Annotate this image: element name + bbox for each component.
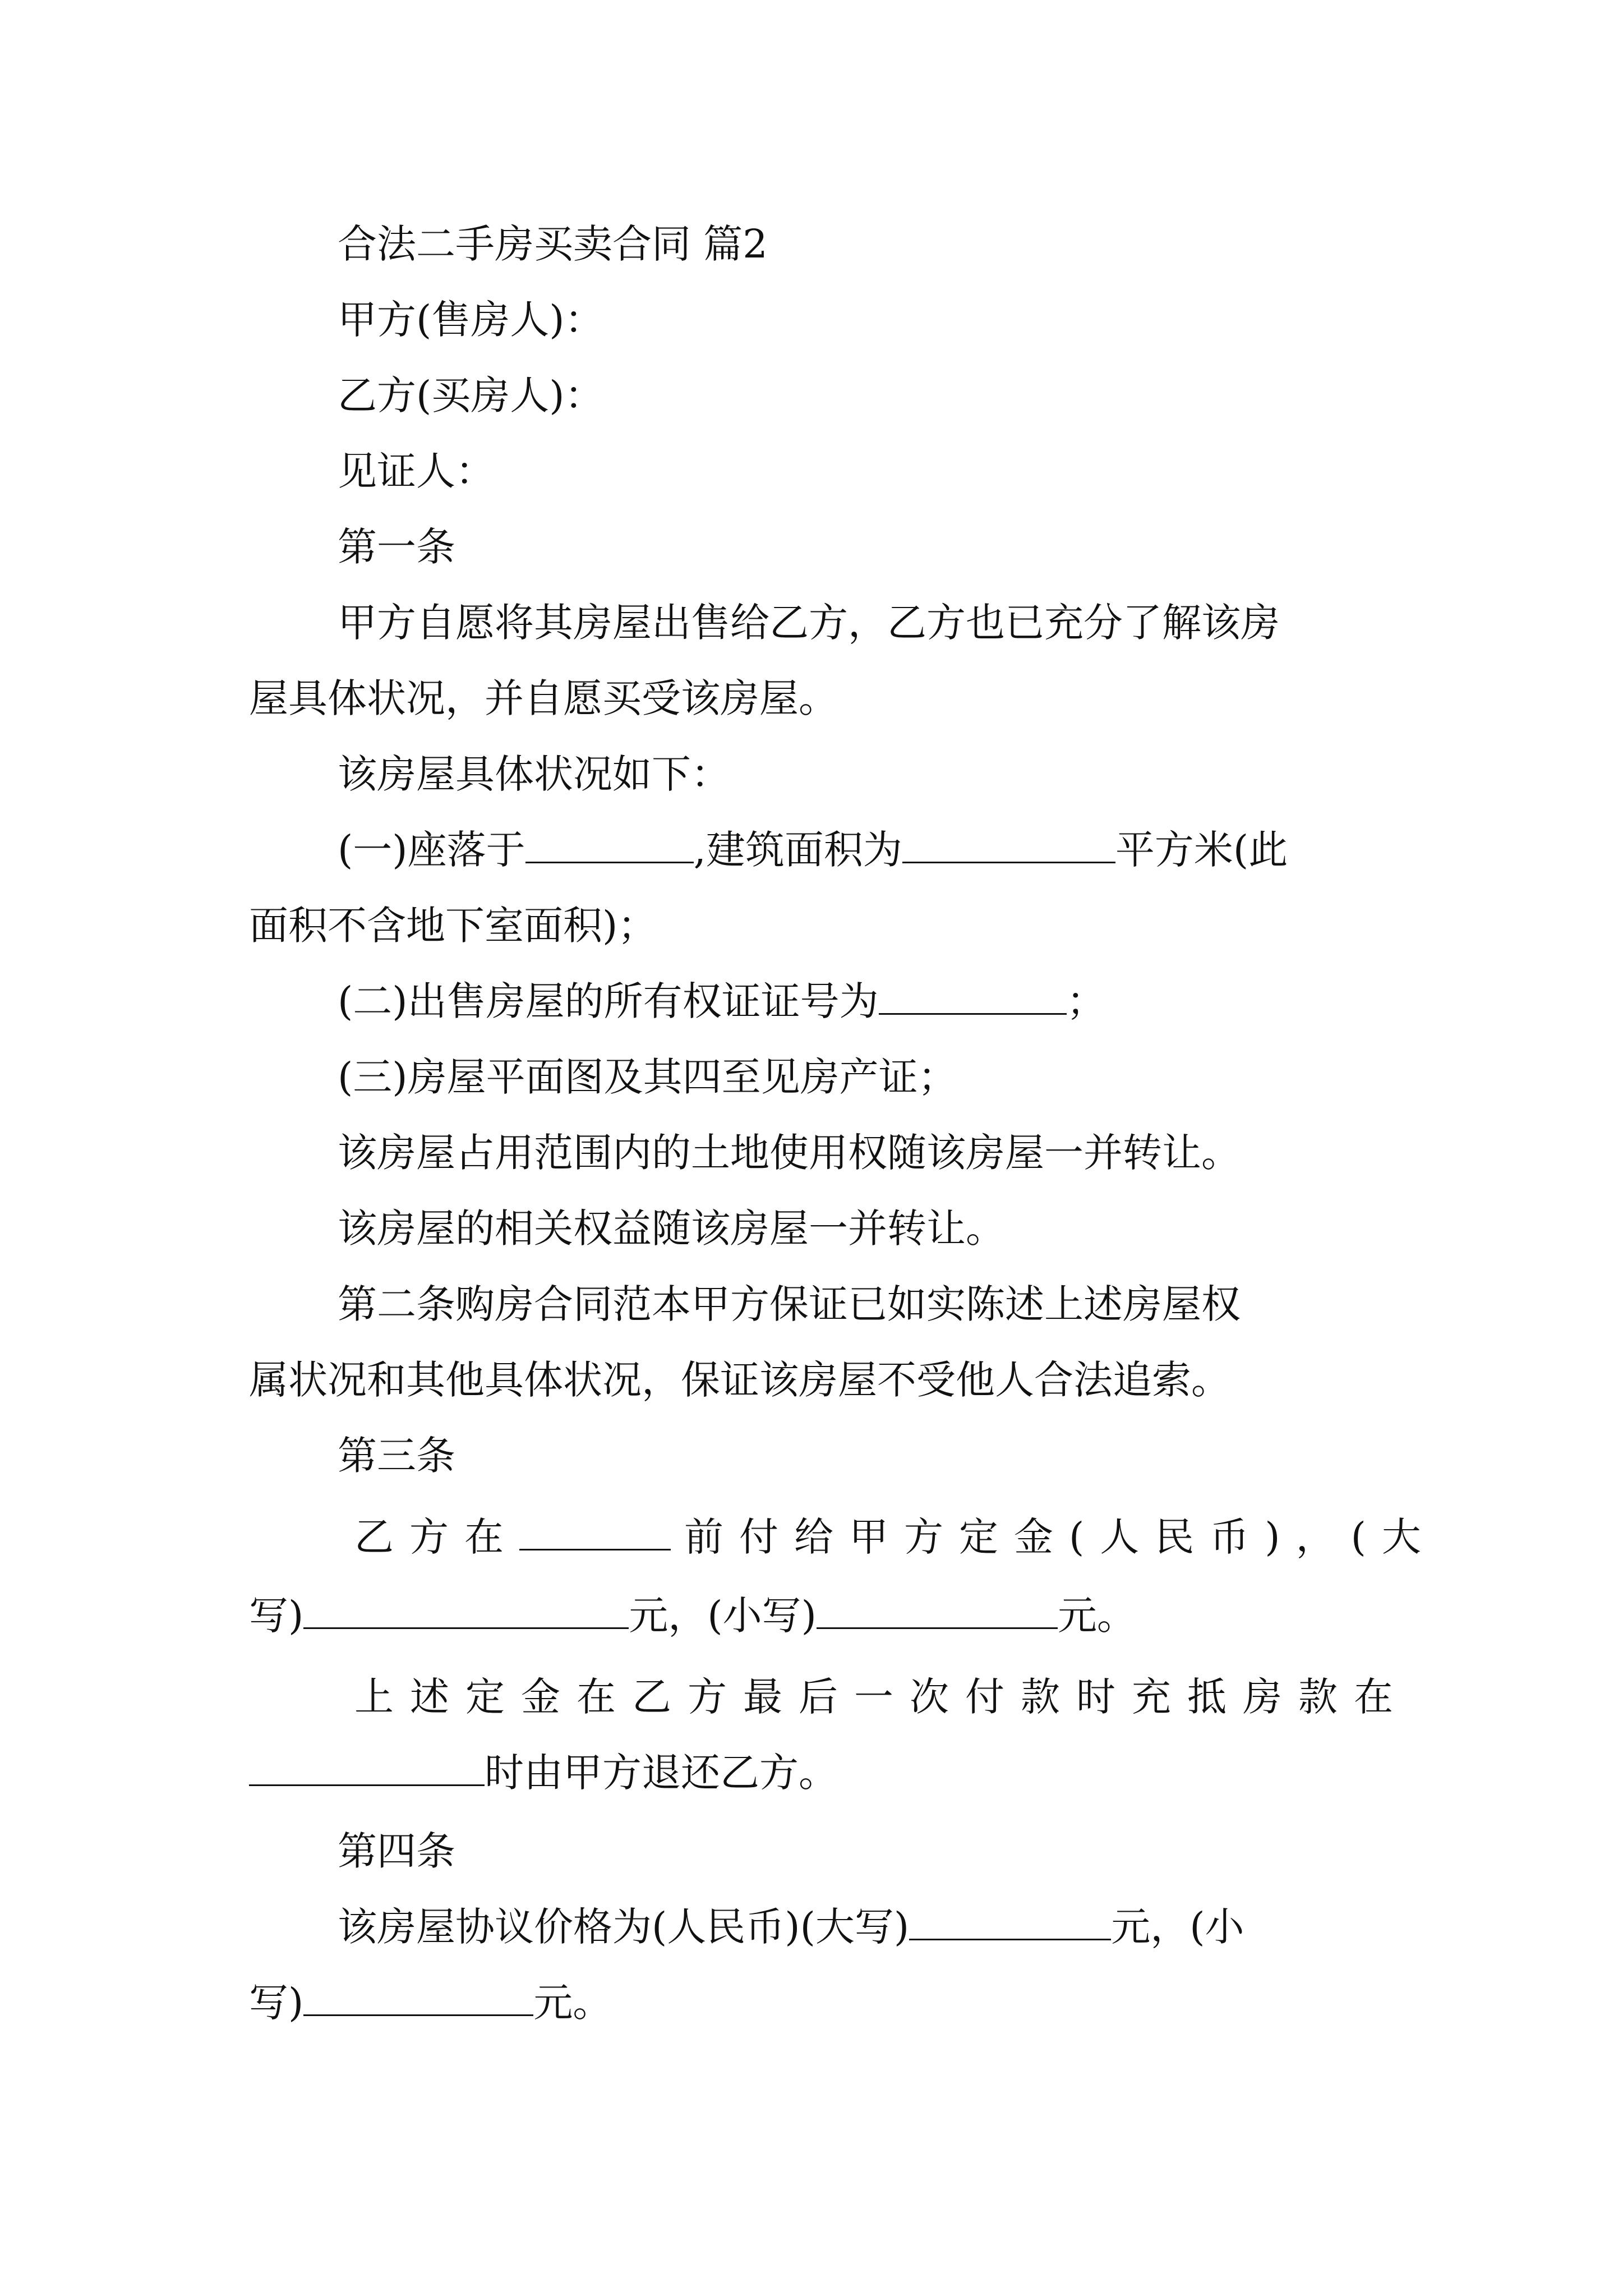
article3-paragraph2-line2 <box>249 1745 838 1801</box>
item2-end: ； <box>1066 978 1106 1024</box>
item1-text-area: ,建筑面积为 <box>693 827 902 873</box>
article4-paragraph1-line1 <box>338 1899 1244 1955</box>
refund-text: 时由甲方退还乙方。 <box>485 1750 838 1796</box>
price-text-lowercase: 元，(小 <box>1111 1904 1244 1950</box>
price-text: 该房屋协议价格为(人民币)(大写) <box>338 1904 910 1950</box>
deposit-uppercase-blank <box>303 1595 629 1629</box>
article1-paragraph1-line2: 屋具体状况，并自愿买受该房屋。 <box>249 675 838 721</box>
article3-paragraph2-line1: 上述定金在乙方最后一次付款时充抵房款在 <box>354 1674 1409 1720</box>
document-title: 合法二手房买卖合同 篇2 <box>338 221 768 267</box>
party-a-label: 甲方(售房人)： <box>338 297 604 343</box>
article1-paragraph3: 该房屋占用范围内的土地使用权随该房屋一并转让。 <box>338 1130 1241 1176</box>
party-b-label: 乙方(买房人)： <box>338 372 604 418</box>
deposit-text-date: 乙方在 <box>354 1514 519 1560</box>
deposit-lowercase-blank <box>817 1595 1058 1629</box>
article1-paragraph2: 该房屋具体状况如下： <box>338 751 730 797</box>
deposit-text-pay: 前付给甲方定金(人民币)，(大 <box>684 1514 1437 1560</box>
certificate-number-blank <box>879 981 1067 1015</box>
article3-paragraph1-line1 <box>354 1509 1437 1565</box>
article2-line2: 属状况和其他具体状况，保证该房屋不受他人合法追索。 <box>249 1357 1230 1403</box>
deposit-date-blank <box>519 1516 671 1550</box>
article3-heading: 第三条 <box>338 1433 455 1479</box>
item1-text-unit: 平方米(此 <box>1115 827 1288 873</box>
refund-time-blank <box>249 1752 485 1786</box>
location-blank <box>525 829 694 863</box>
article1-paragraph4: 该房屋的相关权益随该房屋一并转让。 <box>338 1205 1005 1251</box>
article4-paragraph1-line2 <box>249 1975 612 2031</box>
item1-text-location: (一)座落于 <box>338 827 525 873</box>
article2-line1: 第二条购房合同范本甲方保证已如实陈述上述房屋权 <box>338 1281 1241 1327</box>
price-text-xie: 写) <box>249 1980 304 2026</box>
article1-item1-line2: 面积不含地下室面积)； <box>249 903 657 949</box>
article1-item1-line1 <box>338 822 1288 878</box>
witness-label: 见证人： <box>338 448 495 494</box>
area-blank <box>902 829 1115 863</box>
deposit-text-uppercase: 写) <box>249 1593 304 1639</box>
price-lowercase-blank <box>303 1982 533 2016</box>
article3-paragraph1-line2 <box>249 1588 1136 1644</box>
price-uppercase-blank <box>909 1906 1111 1940</box>
article1-item3: (三)房屋平面图及其四至见房产证； <box>338 1054 957 1100</box>
article4-heading: 第四条 <box>338 1828 455 1874</box>
item2-text: (二)出售房屋的所有权证证号为 <box>338 978 879 1024</box>
deposit-text-yuan: 元。 <box>1057 1593 1136 1639</box>
article1-heading: 第一条 <box>338 524 455 570</box>
article1-paragraph1-line1: 甲方自愿将其房屋出售给乙方，乙方也已充分了解该房 <box>338 600 1280 646</box>
deposit-text-lowercase: 元，(小写) <box>629 1593 817 1639</box>
article1-item2 <box>338 973 1106 1029</box>
price-text-yuan: 元。 <box>533 1980 612 2026</box>
